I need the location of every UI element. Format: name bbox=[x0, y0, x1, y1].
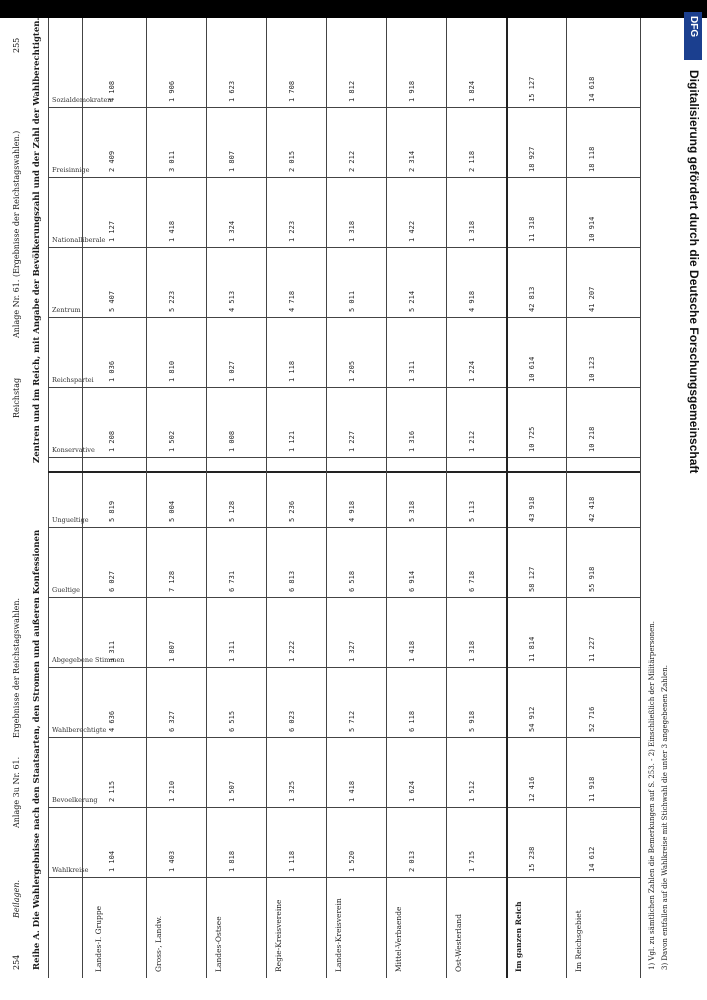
table-cell: 42 813 bbox=[528, 286, 536, 312]
footnote-line-1: 1) Vgl. zu sämtlichen Zahlen die Bemerkungen auf S. 253. - 2) Einschließlich der Militärpersonen. bbox=[648, 620, 656, 970]
table-cell: 1 311 bbox=[108, 640, 116, 662]
table-cell: 6 813 bbox=[288, 570, 296, 592]
table-cell: 1 418 bbox=[408, 640, 416, 662]
column-label: Abgegebene Stimmen bbox=[52, 656, 125, 664]
table-cell: 1 325 bbox=[288, 780, 296, 802]
row-label: Landes-Ostsee bbox=[214, 916, 223, 972]
table-cell: 1 507 bbox=[228, 780, 236, 802]
row-label: Regie-Kreisvereine bbox=[274, 899, 283, 972]
row-rule bbox=[326, 18, 327, 978]
table-cell: 1 318 bbox=[468, 640, 476, 662]
table-cell: 2 013 bbox=[408, 850, 416, 872]
row-rule bbox=[386, 18, 387, 978]
row-label: Im Reichsgebiet bbox=[574, 910, 583, 972]
row-rule bbox=[266, 18, 267, 978]
table-cell: 1 623 bbox=[228, 80, 236, 102]
table-cell: 2 409 bbox=[108, 150, 116, 172]
column-label: Wahlberechtigte bbox=[52, 726, 107, 734]
table-cell: 1 418 bbox=[348, 780, 356, 802]
table-cell: 6 027 bbox=[108, 570, 116, 592]
table-cell: 5 223 bbox=[168, 290, 176, 312]
table-cell: 14 612 bbox=[588, 846, 596, 872]
table-cell: 52 716 bbox=[588, 706, 596, 732]
section-right: Reichstag bbox=[12, 377, 21, 418]
table-cell: 1 316 bbox=[408, 430, 416, 452]
column-rule bbox=[48, 527, 640, 528]
table-cell: 43 918 bbox=[528, 496, 536, 522]
row-label: Landes-Kreisverein bbox=[334, 898, 343, 972]
table-cell: 10 725 bbox=[528, 426, 536, 452]
column-label: Ungueltige bbox=[52, 516, 89, 524]
table-cell: 1 027 bbox=[228, 360, 236, 382]
table-cell: 41 207 bbox=[588, 286, 596, 312]
dfg-logo: DFG bbox=[684, 12, 702, 60]
scan-border-top bbox=[0, 0, 707, 18]
table-cell: 5 214 bbox=[408, 290, 416, 312]
table-cell: 6 118 bbox=[408, 710, 416, 732]
table-cell: 1 318 bbox=[468, 220, 476, 242]
table-cell: 2 212 bbox=[348, 150, 356, 172]
grid-bottom-rule bbox=[640, 18, 641, 978]
table-cell: 1 512 bbox=[468, 780, 476, 802]
table-cell: 2 314 bbox=[408, 150, 416, 172]
table-cell: 4 918 bbox=[348, 500, 356, 522]
table-cell: 3 011 bbox=[168, 150, 176, 172]
row-rule bbox=[566, 18, 567, 978]
table-cell: 1 418 bbox=[168, 220, 176, 242]
table-cell: 1 224 bbox=[468, 360, 476, 382]
page-number-left: 254 bbox=[12, 954, 21, 970]
table-cell: 5 318 bbox=[408, 500, 416, 522]
row-label: Landes-I. Gruppe bbox=[94, 905, 103, 972]
column-rule bbox=[48, 177, 640, 178]
row-label: Gross-, Landw. bbox=[154, 915, 163, 972]
table-cell: 1 810 bbox=[168, 360, 176, 382]
table-cell: 1 210 bbox=[168, 780, 176, 802]
table-cell: 6 731 bbox=[228, 570, 236, 592]
table-cell: 1 104 bbox=[108, 850, 116, 872]
section-left: Beilagen. bbox=[12, 879, 21, 918]
table-cell: 1 227 bbox=[348, 430, 356, 452]
column-rule bbox=[48, 457, 640, 458]
rotated-table-sheet bbox=[8, 18, 680, 978]
row-label: Ost-Westerland bbox=[454, 913, 463, 972]
table-cell: 6 023 bbox=[288, 710, 296, 732]
table-cell: 1 812 bbox=[348, 80, 356, 102]
table-cell: 2 118 bbox=[468, 150, 476, 172]
page-gutter-rule bbox=[48, 471, 640, 473]
table-cell: 1 324 bbox=[228, 220, 236, 242]
table-cell: 1 824 bbox=[468, 80, 476, 102]
table-cell: 1 208 bbox=[108, 430, 116, 452]
table-cell: 1 127 bbox=[108, 220, 116, 242]
table-cell: 1 008 bbox=[228, 430, 236, 452]
table-cell: 1 906 bbox=[168, 80, 176, 102]
row-rule bbox=[446, 18, 447, 978]
column-rule bbox=[48, 667, 640, 668]
column-rule bbox=[48, 737, 640, 738]
table-cell: 5 011 bbox=[348, 290, 356, 312]
column-rule bbox=[48, 107, 640, 108]
table-cell: 5 113 bbox=[468, 500, 476, 522]
table-cell: 14 618 bbox=[588, 76, 596, 102]
table-cell: 5 918 bbox=[468, 710, 476, 732]
subject-left: Ergebnisse der Reichstagswahlen. bbox=[12, 597, 21, 738]
table-cell: 18 927 bbox=[528, 146, 536, 172]
table-cell: 10 123 bbox=[588, 356, 596, 382]
table-cell: 54 912 bbox=[528, 706, 536, 732]
column-label: Sozialdemokraten bbox=[52, 96, 112, 104]
table-cell: 1 311 bbox=[408, 360, 416, 382]
anlage-right: Anlage Nr. 61. (Ergebnisse der Reichstagswahlen.) bbox=[12, 130, 21, 338]
table-cell: 4 718 bbox=[288, 290, 296, 312]
table-cell: 1 818 bbox=[228, 850, 236, 872]
table-cell: 1 205 bbox=[348, 360, 356, 382]
table-cell: 6 718 bbox=[468, 570, 476, 592]
table-cell: 1 422 bbox=[408, 220, 416, 242]
table-cell: 1 715 bbox=[468, 850, 476, 872]
table-cell: 55 918 bbox=[588, 566, 596, 592]
row-rule-total bbox=[506, 18, 508, 978]
table-cell: 5 128 bbox=[228, 500, 236, 522]
row-rule bbox=[146, 18, 147, 978]
table-cell: 7 128 bbox=[168, 570, 176, 592]
table-title-right: Zentren und im Reich, mit Angabe der Bevölkerungszahl und der Zahl der Wahlberechtigten. bbox=[32, 17, 42, 463]
table-cell: 5 712 bbox=[348, 710, 356, 732]
table-cell: 5 236 bbox=[288, 500, 296, 522]
table-cell: 6 515 bbox=[228, 710, 236, 732]
table-cell: 2 115 bbox=[108, 780, 116, 802]
table-cell: 58 127 bbox=[528, 566, 536, 592]
table-cell: 15 127 bbox=[528, 76, 536, 102]
column-rule bbox=[48, 317, 640, 318]
table-cell: 1 318 bbox=[348, 220, 356, 242]
column-label: Zentrum bbox=[52, 306, 81, 314]
table-cell: 1 403 bbox=[168, 850, 176, 872]
column-rule bbox=[48, 877, 640, 878]
footnote-line-2: 3) Davon entfallen auf die Wahlkreise mit Stichwahl die unter 3 angegebenen Zahlen. bbox=[661, 665, 669, 970]
table-cell: 5 819 bbox=[108, 500, 116, 522]
table-cell: 11 318 bbox=[528, 216, 536, 242]
table-cell: 1 807 bbox=[168, 640, 176, 662]
column-label: Reichspartei bbox=[52, 376, 94, 384]
table-cell: 1 036 bbox=[108, 360, 116, 382]
table-cell: 1 212 bbox=[468, 430, 476, 452]
table-cell: 4 108 bbox=[108, 80, 116, 102]
anlage-left: Anlage 3u Nr. 61. bbox=[12, 756, 21, 828]
table-cell: 2 015 bbox=[288, 150, 296, 172]
column-label: Wahlkreise bbox=[52, 866, 89, 874]
grid-top-rule bbox=[48, 18, 49, 978]
table-cell: 1 502 bbox=[168, 430, 176, 452]
table-cell: 1 311 bbox=[228, 640, 236, 662]
table-cell: 1 118 bbox=[288, 360, 296, 382]
dfg-funding-notice: Digitalisierung gefördert durch die Deutsche Forschungsgemeinschaft bbox=[687, 70, 701, 474]
table-cell: 10 218 bbox=[588, 426, 596, 452]
column-label: Freisinnige bbox=[52, 166, 90, 174]
grid-header-rule bbox=[82, 18, 83, 978]
column-label: Nationalliberale bbox=[52, 236, 106, 244]
table-cell: 11 814 bbox=[528, 636, 536, 662]
table-cell: 12 416 bbox=[528, 776, 536, 802]
table-cell: 5 407 bbox=[108, 290, 116, 312]
table-title-left: Reihe A. Die Wahlergebnisse nach den Staatsarten, den Stromen und außeren Konfessionen bbox=[32, 529, 42, 970]
table-cell: 11 918 bbox=[588, 776, 596, 802]
table-cell: 1 918 bbox=[408, 80, 416, 102]
table-cell: 42 418 bbox=[588, 496, 596, 522]
column-label: Gueltige bbox=[52, 586, 81, 594]
table-cell: 1 223 bbox=[288, 220, 296, 242]
table-cell: 5 004 bbox=[168, 500, 176, 522]
column-rule bbox=[48, 247, 640, 248]
page-number-right: 255 bbox=[12, 37, 21, 53]
table-cell: 10 614 bbox=[528, 356, 536, 382]
row-label: Mittel-Verbaende bbox=[394, 906, 403, 972]
table-cell: 6 914 bbox=[408, 570, 416, 592]
table-cell: 10 914 bbox=[588, 216, 596, 242]
table-cell: 1 807 bbox=[228, 150, 236, 172]
column-label: Bevoelkerung bbox=[52, 796, 98, 804]
column-rule bbox=[48, 597, 640, 598]
row-rule bbox=[206, 18, 207, 978]
table-cell: 1 222 bbox=[288, 640, 296, 662]
column-label: Konservative bbox=[52, 446, 95, 454]
table-cell: 4 918 bbox=[468, 290, 476, 312]
table-cell: 1 520 bbox=[348, 850, 356, 872]
table-cell: 1 118 bbox=[288, 850, 296, 872]
dfg-watermark bbox=[683, 16, 705, 970]
table-cell: 15 238 bbox=[528, 846, 536, 872]
table-cell: 6 327 bbox=[168, 710, 176, 732]
table-cell: 6 518 bbox=[348, 570, 356, 592]
table-cell: 4 636 bbox=[108, 710, 116, 732]
table-cell: 4 513 bbox=[228, 290, 236, 312]
table-cell: 1 121 bbox=[288, 430, 296, 452]
column-rule bbox=[48, 807, 640, 808]
table-cell: 11 227 bbox=[588, 636, 596, 662]
table-cell: 1 624 bbox=[408, 780, 416, 802]
table-cell: 18 118 bbox=[588, 146, 596, 172]
table-cell: 1 327 bbox=[348, 640, 356, 662]
row-label-total: Im ganzen Reich bbox=[514, 901, 523, 972]
table-cell: 1 708 bbox=[288, 80, 296, 102]
column-rule bbox=[48, 387, 640, 388]
